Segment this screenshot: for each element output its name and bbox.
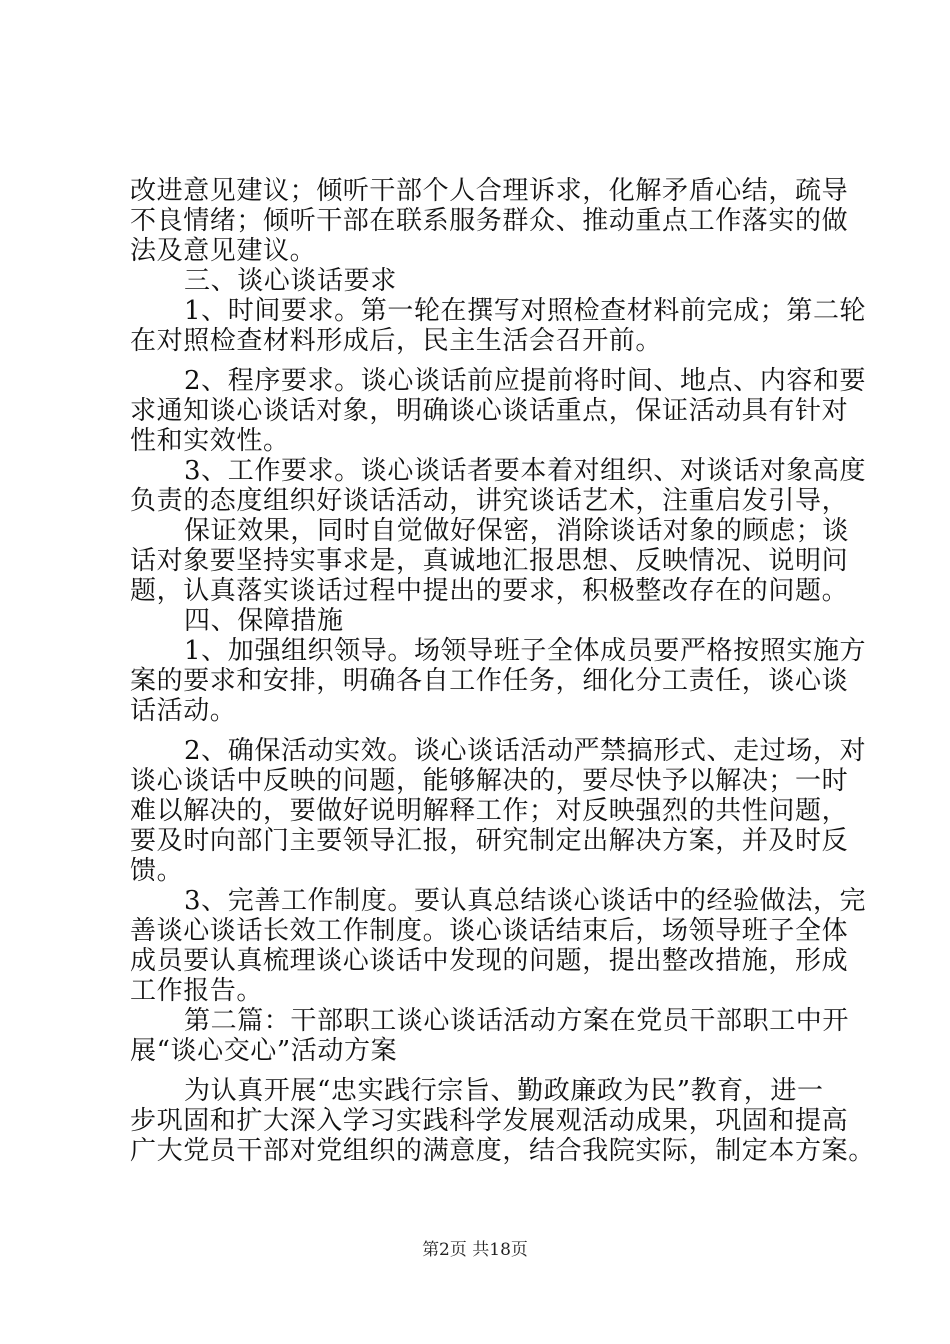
text-line: 步巩固和扩大深入学习实践科学发展观活动成果，巩固和提高	[130, 1106, 849, 1136]
text-line: 在对照检查材料形成后，民主生活会召开前。	[130, 326, 663, 356]
text-line: 馈。	[130, 856, 184, 886]
text-line: 难以解决的，要做好说明解释工作；对反映强烈的共性问题，	[130, 796, 849, 826]
text-line: 谈心谈话中反映的问题，能够解决的，要尽快予以解决；一时	[130, 766, 849, 796]
text-line: 保证效果，同时自觉做好保密，消除谈话对象的顾虑；谈	[184, 516, 850, 546]
section-heading: 四、保障措施	[184, 606, 344, 636]
page-number-footer: 第2页 共18页	[422, 1240, 528, 1260]
text-line: 改进意见建议；倾听干部个人合理诉求，化解矛盾心结，疏导	[130, 176, 849, 206]
text-line: 题，认真落实谈话过程中提出的要求，积极整改存在的问题。	[130, 576, 849, 606]
text-line: 1、时间要求。第一轮在撰写对照检查材料前完成；第二轮	[184, 296, 867, 326]
text-line: 案的要求和安排，明确各自工作任务，细化分工责任，谈心谈	[130, 666, 849, 696]
section-heading: 三、谈心谈话要求	[184, 266, 397, 296]
text-line: 善谈心谈话长效工作制度。谈心谈话结束后，场领导班子全体	[130, 916, 849, 946]
text-line: 话对象要坚持实事求是，真诚地汇报思想、反映情况、说明问	[130, 546, 849, 576]
text-line: 3、完善工作制度。要认真总结谈心谈话中的经验做法，完	[184, 886, 867, 916]
text-line: 话活动。	[130, 696, 237, 726]
text-line: 求通知谈心谈话对象，明确谈心谈话重点，保证活动具有针对	[130, 396, 849, 426]
text-line: 负责的态度组织好谈话活动，讲究谈话艺术，注重启发引导，	[130, 486, 849, 516]
text-line: 工作报告。	[130, 976, 264, 1006]
text-line: 广大党员干部对党组织的满意度，结合我院实际，制定本方案。	[130, 1136, 875, 1166]
text-line: 法及意见建议。	[130, 236, 317, 266]
text-line: 2、确保活动实效。谈心谈话活动严禁搞形式、走过场，对	[184, 736, 867, 766]
text-line: 不良情绪；倾听干部在联系服务群众、推动重点工作落实的做	[130, 206, 849, 236]
chapter-heading: 第二篇：干部职工谈心谈话活动方案在党员干部职工中开	[184, 1006, 850, 1036]
text-line: 1、加强组织领导。场领导班子全体成员要严格按照实施方	[184, 636, 867, 666]
chapter-heading: 展“谈心交心”活动方案	[130, 1036, 398, 1066]
text-line: 为认真开展“忠实践行宗旨、勤政廉政为民”教育，进一	[184, 1076, 824, 1106]
text-line: 要及时向部门主要领导汇报，研究制定出解决方案，并及时反	[130, 826, 849, 856]
text-line: 性和实效性。	[130, 426, 290, 456]
text-line: 2、程序要求。谈心谈话前应提前将时间、地点、内容和要	[184, 366, 867, 396]
text-line: 3、工作要求。谈心谈话者要本着对组织、对谈话对象高度	[184, 456, 867, 486]
text-line: 成员要认真梳理谈心谈话中发现的问题，提出整改措施，形成	[130, 946, 849, 976]
